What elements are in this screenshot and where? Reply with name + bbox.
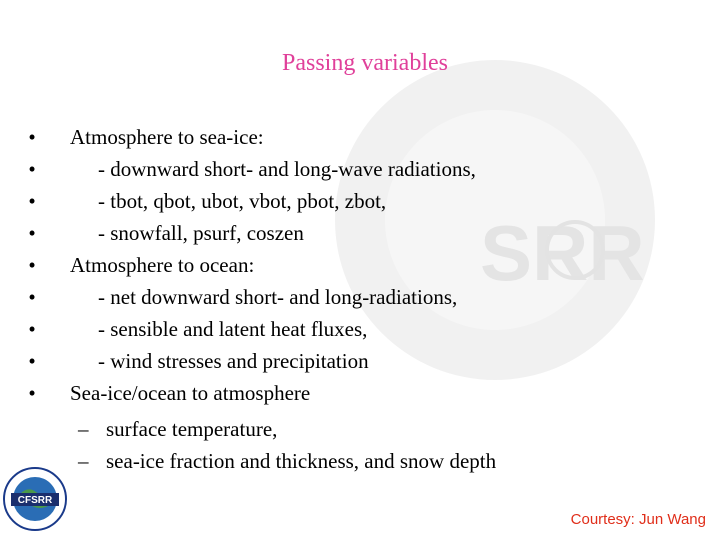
bullet-dot: • — [28, 285, 36, 309]
svg-text:CFSRR: CFSRR — [17, 495, 53, 506]
bullet-dot: • — [28, 381, 36, 405]
bullet-dot: • — [28, 189, 36, 213]
bullet-text: Atmosphere to sea-ice: — [70, 125, 264, 149]
bullet-text: - wind stresses and precipitation — [98, 349, 369, 373]
bullet-dot: • — [28, 221, 36, 245]
dash-marker: – — [78, 449, 89, 473]
sub-bullet-text: surface temperature, — [106, 417, 278, 441]
bullet-dot: • — [28, 317, 36, 341]
sub-bullet-item — [78, 445, 496, 477]
bullet-text: - snowfall, psurf, coszen — [98, 221, 304, 245]
bullet-dot: • — [28, 253, 36, 277]
dash-marker: – — [78, 417, 89, 441]
bullet-text: - net downward short- and long-radiations, — [98, 285, 458, 309]
sub-bullet-item — [78, 413, 496, 445]
watermark-seal — [330, 55, 660, 385]
sub-bullet-text: sea-ice fraction and thickness, and snow depth — [106, 449, 497, 473]
bullet-text: Atmosphere to ocean: — [70, 253, 255, 277]
sub-bullet-list — [78, 413, 496, 477]
bullet-text: Sea-ice/ocean to atmosphere — [70, 381, 311, 405]
bullet-dot: • — [28, 349, 36, 373]
svg-text:SRR: SRR — [480, 209, 645, 297]
cfsrr-logo — [2, 466, 68, 532]
slide-title: Passing variables — [282, 50, 448, 76]
bullet-text: - tbot, qbot, ubot, vbot, pbot, zbot, — [98, 189, 387, 213]
bullet-dot: • — [28, 157, 36, 181]
bullet-text: - downward short- and long-wave radiations, — [98, 157, 476, 181]
bullet-text: - sensible and latent heat fluxes, — [98, 317, 368, 341]
bullet-dot: • — [28, 125, 36, 149]
courtesy-credit: Courtesy: Jun Wang — [570, 511, 706, 528]
